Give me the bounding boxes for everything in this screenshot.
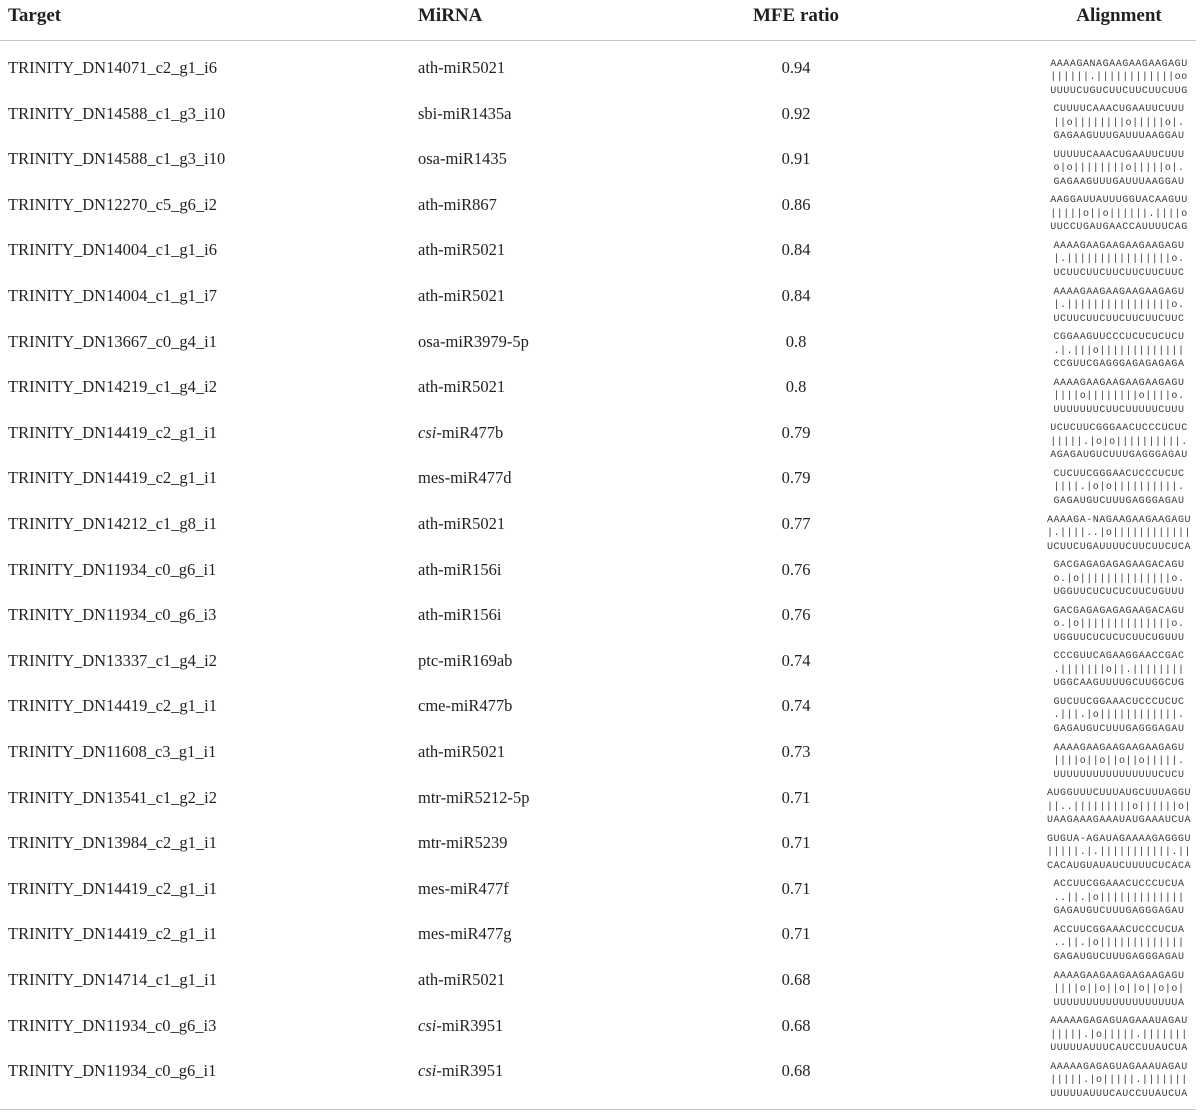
mfe-ratio-cell: 0.79 [781, 422, 811, 442]
mirna-cell: ptc-miR169ab [418, 650, 513, 670]
mirna-cell: ath-miR156i [418, 559, 502, 579]
mfe-ratio-cell: 0.74 [781, 650, 811, 670]
mfe-ratio-cell: 0.92 [781, 103, 811, 123]
mirna-cell: ath-miR5021 [418, 377, 506, 397]
alignment-mirna-line: GUCUUCGGAAACUCCCUCUC [1053, 696, 1185, 708]
header-target: Target [8, 5, 62, 26]
mirna-cell [418, 1003, 503, 1049]
alignment-mirna-line: CGGAAGUUCCCUCUCUCUCU [1053, 332, 1185, 344]
alignment-match-line: |.||||..|o|||||||||||| [1046, 528, 1192, 539]
mirna-cell: ath-miR5021 [418, 286, 506, 305]
target-cell: TRINITY_DN14588_c1_g3_i10 [8, 103, 226, 123]
alignment-match-line: o.|o||||||||||||||o. [1053, 573, 1185, 585]
alignment-mirna-line: ACCUUCGGAAACUCCCUCUA [1053, 879, 1185, 891]
mfe-ratio-cell: 0.76 [781, 605, 811, 625]
alignment-mirna-line: AAAAAGAGAGUAGAAAUAGAU [1050, 1061, 1188, 1073]
mfe-ratio-cell: 0.77 [781, 514, 811, 533]
mirna-cell: ath-miR5021 [418, 970, 506, 989]
mfe-ratio-cell: 0.73 [781, 742, 811, 761]
mfe-ratio-cell: 0.71 [781, 833, 811, 853]
alignment-match-line: .|||.|o||||||||||||. [1053, 710, 1185, 722]
table-row [0, 273, 1200, 325]
alignment-mirna-line: UUUUUCAAACUGAAUUCUUU [1053, 149, 1185, 161]
table-row [0, 319, 1200, 371]
mirna-cell: ath-miR5021 [418, 58, 506, 77]
alignment-match-line: |||||.|o|||||.||||||| [1050, 1075, 1188, 1087]
target-cell: TRINITY_DN13984_c2_g1_i1 [8, 833, 217, 853]
mirna-cell: mes-miR477g [418, 924, 512, 944]
alignment-target-line: UGGUUCUCUCUCUUCUGUUU [1053, 587, 1185, 599]
alignment-target-line: CACAUGUAUAUCUUUUCUCACA [1046, 860, 1192, 872]
alignment-mirna-line: AAAAGAAGAAGAAGAAGAGU [1053, 240, 1185, 252]
mirna-cell [418, 410, 503, 456]
mfe-ratio-cell: 0.68 [781, 1061, 811, 1081]
target-cell: TRINITY_DN13667_c0_g4_i1 [8, 331, 217, 351]
mfe-ratio-cell: 0.68 [781, 1015, 811, 1035]
alignment-target-line: UUUUUAUUUCAUCCUUAUCUA [1050, 1043, 1188, 1055]
target-cell: TRINITY_DN12270_c5_g6_i2 [8, 194, 217, 214]
alignment-match-line: .|||||||o||.|||||||| [1053, 664, 1185, 676]
target-cell: TRINITY_DN14419_c2_g1_i1 [8, 696, 217, 716]
alignment-match-line: ||||o||o||o||o|||||. [1053, 756, 1185, 767]
mfe-ratio-cell: 0.8 [785, 331, 807, 351]
mirna-cell: mtr-miR5239 [418, 833, 508, 853]
alignment-match-line: ..||.|o||||||||||||| [1053, 938, 1185, 950]
mirna-cell: osa-miR1435 [418, 149, 507, 169]
alignment-match-line: |||||.|o|o||||||||||. [1050, 436, 1188, 448]
alignment-match-line: |||||.|.|||||||||||.|| [1046, 847, 1192, 859]
alignment-target-line: UUUUCUGUCUUCUUCUUCUUG [1050, 85, 1188, 97]
table-row [0, 592, 1200, 644]
mfe-ratio-cell: 0.71 [781, 787, 811, 807]
target-cell: TRINITY_DN14004_c1_g1_i7 [8, 286, 217, 305]
alignment-match-line: ||||||.||||||||||||oo [1050, 72, 1188, 83]
alignment-target-line: GAGAAGUUUGAUUUAAGGAU [1053, 131, 1185, 143]
mirna-cell: mes-miR477d [418, 468, 512, 488]
mirna-cell: ath-miR156i [418, 605, 502, 625]
alignment-match-line: |.||||||||||||||||o. [1053, 254, 1185, 266]
alignment-mirna-line: AUGGUUUCUUUAUGCUUUAGGU [1046, 788, 1192, 800]
alignment-target-line: GAGAUGUCUUUGAGGGAGAU [1053, 495, 1185, 507]
alignment-target-line: AGAGAUGUCUUUGAGGGAGAU [1050, 450, 1188, 462]
target-cell: TRINITY_DN14212_c1_g8_i1 [8, 514, 217, 533]
alignment-target-line: GAGAAGUUUGAUUUAAGGAU [1053, 176, 1185, 188]
alignment-match-line: ||||.|o|o||||||||||. [1053, 482, 1185, 494]
alignment-mirna-line: GUGUA-AGAUAGAAAAGAGGGU [1046, 833, 1192, 845]
alignment-target-line: CCGUUCGAGGGAGAGAGAGA [1053, 359, 1185, 371]
mirna-species-prefix: csi [418, 1061, 437, 1081]
alignment-mirna-line: ACCUUCGGAAACUCCCUCUA [1053, 924, 1185, 936]
target-cell: TRINITY_DN11934_c0_g6_i3 [8, 1015, 217, 1035]
mirna-cell: cme-miR477b [418, 696, 513, 716]
header-mirna: MiRNA [418, 5, 483, 26]
mfe-ratio-cell: 0.91 [781, 149, 811, 169]
target-cell: TRINITY_DN11934_c0_g6_i1 [8, 559, 217, 579]
mirna-cell: ath-miR5021 [418, 742, 506, 761]
target-cell: TRINITY_DN13337_c1_g4_i2 [8, 650, 217, 670]
mfe-ratio-cell: 0.74 [781, 696, 811, 716]
alignment-match-line: |||||o||o||||||.||||o [1050, 208, 1188, 220]
target-cell: TRINITY_DN14004_c1_g1_i6 [8, 240, 217, 260]
alignment-target-line: UUCCUGAUGAACCAUUUUCAG [1050, 222, 1188, 234]
target-cell: TRINITY_DN13541_c1_g2_i2 [8, 787, 217, 807]
mirna-name-rest: -miR3951 [436, 1061, 504, 1081]
alignment-mirna-line: AAAAGA-NAGAAGAAGAAGAGU [1046, 514, 1192, 526]
alignment-mirna-line: GACGAGAGAGAGAAGACAGU [1053, 605, 1185, 617]
alignment-mirna-line: CUUUUCAAACUGAAUUCUUU [1053, 104, 1185, 116]
alignment-mirna-line: AAAAGAAGAAGAAGAAGAGU [1053, 742, 1185, 754]
alignment-mirna-line: CUCUUCGGGAACUCCCUCUC [1053, 468, 1185, 480]
mirna-name-rest: -miR3951 [436, 1015, 504, 1035]
target-cell: TRINITY_DN11934_c0_g6_i3 [8, 605, 217, 625]
target-cell: TRINITY_DN11934_c0_g6_i1 [8, 1061, 217, 1081]
alignment-cell [1040, 1061, 1198, 1102]
mirna-cell: mtr-miR5212-5p [418, 787, 530, 807]
table-row [0, 775, 1200, 827]
alignment-target-line: UUUUUUUCUUCUUUUUCUUU [1053, 404, 1185, 416]
table-bottom-rule [0, 1109, 1196, 1110]
alignment-target-line: UCUUCUUCUUCUUCUUCUUC [1053, 267, 1185, 279]
alignment-match-line: |||||.|o|||||.||||||| [1050, 1029, 1188, 1041]
mfe-ratio-cell: 0.79 [781, 468, 811, 488]
table-row [0, 911, 1200, 963]
table-row [0, 638, 1200, 690]
header-mfe-ratio: MFE ratio [752, 5, 839, 26]
mfe-ratio-cell: 0.8 [785, 377, 807, 397]
table-row [0, 501, 1200, 553]
alignment-match-line: ||..|||||||||o||||||o| [1046, 801, 1192, 813]
alignment-match-line: ||o||||||||o|||||o|. [1053, 117, 1185, 129]
target-cell: TRINITY_DN14714_c1_g1_i1 [8, 970, 217, 989]
table-row [0, 820, 1200, 872]
alignment-mirna-line: AAAAGANAGAAGAAGAAGAGU [1050, 58, 1188, 70]
alignment-mirna-line: AAGGAUUAUUUGGUACAAGUU [1050, 195, 1188, 207]
table-row [0, 227, 1200, 279]
mirna-cell: sbi-miR1435a [418, 103, 512, 123]
table-row [0, 45, 1200, 97]
alignment-target-line: UAAGAAAGAAAUAUGAAAUCUA [1046, 815, 1192, 827]
table-row [0, 866, 1200, 918]
mirna-cell: ath-miR5021 [418, 514, 506, 533]
mirna-cell: mes-miR477f [418, 878, 509, 898]
alignment-match-line: ||||o||o||o||o||o|o| [1053, 984, 1185, 995]
table-row [0, 547, 1200, 599]
alignment-match-line: .|.|||o||||||||||||| [1053, 345, 1185, 357]
table-row [0, 410, 1200, 462]
target-cell: TRINITY_DN14419_c2_g1_i1 [8, 878, 217, 898]
mfe-ratio-cell: 0.84 [781, 286, 811, 305]
alignment-target-line: UGGUUCUCUCUCUUCUGUUU [1053, 632, 1185, 644]
table-row [0, 455, 1200, 507]
table-row [0, 91, 1200, 143]
target-cell: TRINITY_DN14588_c1_g3_i10 [8, 149, 226, 169]
mirna-cell [418, 1048, 503, 1094]
mfe-ratio-cell: 0.84 [781, 240, 811, 260]
mirna-species-prefix: csi [418, 422, 437, 442]
mirna-cell: ath-miR867 [418, 194, 497, 214]
table-row [0, 957, 1200, 1009]
mfe-ratio-cell: 0.71 [781, 878, 811, 898]
alignment-match-line: ||||o||||||||o||||o. [1053, 391, 1185, 403]
table-row [0, 136, 1200, 188]
target-cell: TRINITY_DN14419_c2_g1_i1 [8, 422, 217, 442]
mfe-ratio-cell: 0.94 [781, 58, 811, 77]
target-cell: TRINITY_DN14419_c2_g1_i1 [8, 924, 217, 944]
alignment-mirna-line: CCCGUUCAGAAGGAACCGAC [1053, 651, 1185, 663]
table-row [0, 1048, 1200, 1100]
alignment-target-line: GAGAUGUCUUUGAGGGAGAU [1053, 723, 1185, 735]
header-alignment: Alignment [1076, 5, 1162, 26]
mirna-name-rest: -miR477b [436, 422, 504, 442]
target-cell: TRINITY_DN11608_c3_g1_i1 [8, 742, 217, 761]
target-cell: TRINITY_DN14419_c2_g1_i1 [8, 468, 217, 488]
target-cell: TRINITY_DN14071_c2_g1_i6 [8, 58, 217, 77]
table-row [0, 729, 1200, 781]
table-row [0, 364, 1200, 416]
alignment-target-line: UUUUUUUUUUUUUUUUCUCU [1053, 769, 1185, 781]
alignment-match-line: ..||.|o||||||||||||| [1053, 892, 1185, 904]
alignment-target-line: UCUUCUUCUUCUUCUUCUUC [1053, 313, 1185, 325]
alignment-target-line: UGGCAAGUUUUGCUUGGCUG [1053, 678, 1185, 690]
alignment-match-line: |.||||||||||||||||o. [1053, 300, 1185, 311]
alignment-match-line: o|o||||||||o|||||o|. [1053, 163, 1185, 175]
alignment-target-line: UUUUUUUUUUUUUUUUUUUA [1053, 997, 1185, 1009]
alignment-mirna-line: AAAAAGAGAGUAGAAAUAGAU [1050, 1016, 1188, 1028]
mirna-cell: osa-miR3979-5p [418, 331, 529, 351]
mfe-ratio-cell: 0.68 [781, 970, 811, 989]
alignment-match-line: o.|o||||||||||||||o. [1053, 619, 1185, 631]
alignment-mirna-line: GACGAGAGAGAGAAGACAGU [1053, 560, 1185, 572]
alignment-target-line: GAGAUGUCUUUGAGGGAGAU [1053, 906, 1185, 918]
alignment-mirna-line: AAAAGAAGAAGAAGAAGAGU [1053, 286, 1185, 298]
alignment-target-line: GAGAUGUCUUUGAGGGAGAU [1053, 951, 1185, 963]
alignment-target-line: UUUUUAUUUCAUCCUUAUCUA [1050, 1088, 1188, 1100]
table-row [0, 683, 1200, 735]
target-cell: TRINITY_DN14219_c1_g4_i2 [8, 377, 217, 397]
mfe-ratio-cell: 0.71 [781, 924, 811, 944]
alignment-mirna-line: UCUCUUCGGGAACUCCCUCUC [1050, 423, 1188, 435]
mirna-species-prefix: csi [418, 1015, 437, 1035]
table-row [0, 182, 1200, 234]
mirna-cell: ath-miR5021 [418, 240, 506, 260]
mfe-ratio-cell: 0.86 [781, 194, 811, 214]
alignment-mirna-line: AAAAGAAGAAGAAGAAGAGU [1053, 970, 1185, 982]
mfe-ratio-cell: 0.76 [781, 559, 811, 579]
alignment-mirna-line: AAAAGAAGAAGAAGAAGAGU [1053, 377, 1185, 389]
alignment-target-line: UCUUCUGAUUUUCUUCUUCUCA [1046, 541, 1192, 553]
table-row [0, 1003, 1200, 1055]
